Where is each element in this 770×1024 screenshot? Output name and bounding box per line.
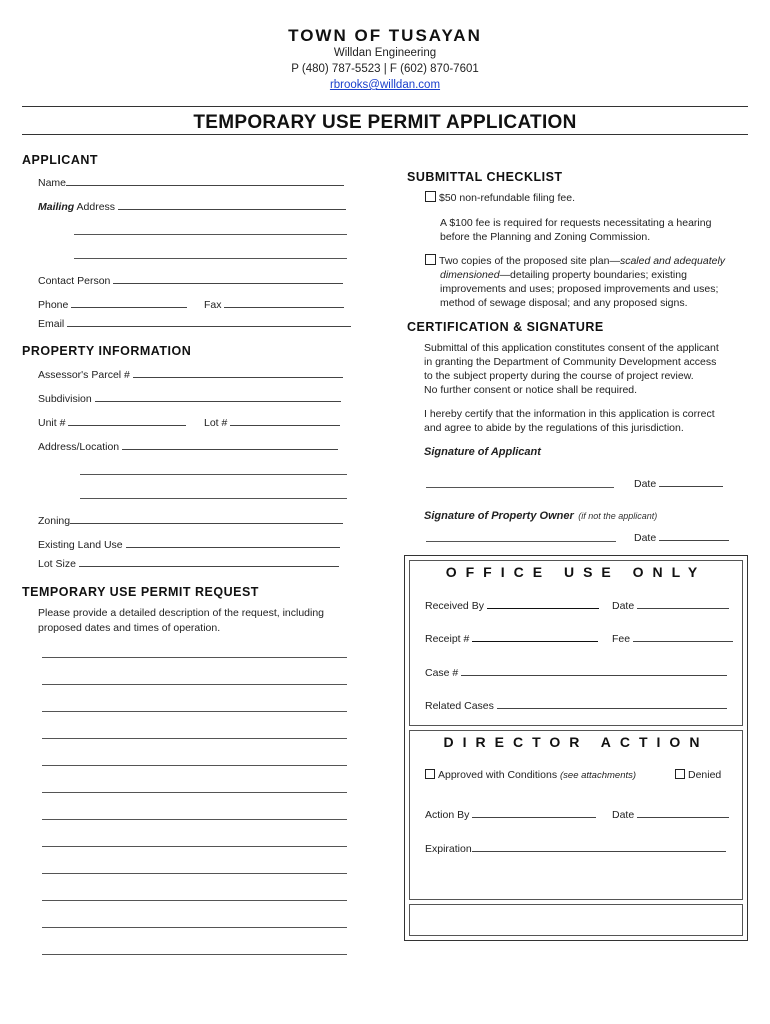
received-date-line[interactable] (637, 598, 729, 609)
request-line-8[interactable] (42, 846, 347, 847)
certify-line-1: I hereby certify that the information in this application is correct (424, 408, 715, 420)
request-line-11[interactable] (42, 927, 347, 928)
signature-applicant-label: Signature of Applicant (424, 446, 541, 458)
mailing-address-line-3[interactable] (74, 258, 347, 259)
firm-name: Willdan Engineering (333, 47, 437, 59)
zoning-line[interactable] (70, 513, 343, 524)
name-label: Name (38, 177, 67, 189)
address-location-label: Address/Location (38, 441, 120, 453)
address-location-line-2[interactable] (80, 474, 347, 475)
see-attachments-note: (see attachments) (560, 770, 637, 781)
fee-label: $50 non-refundable filing fee. (439, 192, 576, 204)
town-name: TOWN OF TUSAYAN (288, 26, 482, 45)
lot-label: Lot # (204, 417, 228, 429)
fee-office-label: Fee (612, 633, 631, 645)
received-by-field[interactable] (425, 598, 599, 612)
certify-line-2: and agree to abide by the regulations of this jurisdiction. (424, 422, 684, 434)
owner-note: (if not the applicant) (578, 511, 658, 521)
checklist-item-site-plan[interactable] (425, 254, 725, 269)
mailing-label: Mailing (38, 201, 75, 213)
parcel-line[interactable] (133, 367, 343, 378)
expiration-line[interactable] (472, 841, 726, 852)
request-line-12[interactable] (42, 954, 347, 955)
unit-line[interactable] (68, 415, 186, 426)
fax-field[interactable] (204, 297, 344, 311)
consent-line-3: to the subject property during the course of project review. (424, 370, 694, 382)
lot-size-line[interactable] (79, 556, 339, 567)
owner-date-line[interactable] (659, 530, 729, 541)
site-plan-text-1b: scaled and adequately (619, 255, 726, 267)
request-line-4[interactable] (42, 738, 347, 739)
site-plan-line-4: method of sewage disposal; and any proposed signs. (440, 297, 688, 309)
certification-heading: CERTIFICATION & SIGNATURE (407, 320, 604, 334)
signature-owner-line[interactable] (426, 541, 616, 542)
request-line-7[interactable] (42, 819, 347, 820)
consent-line-1: Submittal of this application constitutes consent of the applicant (424, 342, 719, 354)
receipt-label: Receipt # (425, 633, 470, 645)
unit-field[interactable] (38, 415, 186, 429)
checklist-heading: SUBMITTAL CHECKLIST (407, 170, 563, 184)
email-field[interactable] (38, 316, 351, 330)
lot-line[interactable] (230, 415, 340, 426)
subdivision-field[interactable] (38, 391, 341, 405)
contact-person-label: Contact Person (38, 275, 111, 287)
existing-land-use-field[interactable] (38, 537, 340, 551)
receipt-line[interactable] (472, 631, 598, 642)
denied-checkbox[interactable] (675, 769, 685, 779)
fax-label: Fax (204, 299, 222, 311)
signature-applicant-line[interactable] (426, 487, 614, 488)
director-action-heading: DIRECTOR ACTION (443, 734, 709, 750)
site-plan-text-1a: Two copies of the proposed site plan— (439, 255, 620, 267)
action-date-label: Date (612, 809, 635, 821)
action-by-line[interactable] (472, 807, 596, 818)
related-cases-label: Related Cases (425, 700, 494, 712)
expiration-label: Expiration (425, 843, 472, 855)
lot-field[interactable] (204, 415, 340, 429)
address-location-line-3[interactable] (80, 498, 347, 499)
subdivision-label: Subdivision (38, 393, 92, 405)
title-rule-bottom (22, 134, 748, 135)
received-by-label: Received By (425, 600, 484, 612)
signature-owner-heading (424, 506, 657, 524)
received-by-line[interactable] (487, 598, 599, 609)
existing-land-use-line[interactable] (126, 537, 340, 548)
fee-line[interactable] (633, 631, 733, 642)
request-line-5[interactable] (42, 765, 347, 766)
signature-owner-label: Signature of Property Owner (424, 510, 574, 522)
applicant-date-line[interactable] (659, 476, 723, 487)
property-heading: PROPERTY INFORMATION (22, 344, 192, 358)
mailing-address-field[interactable] (38, 199, 346, 213)
email-label: Email (38, 318, 65, 330)
action-date-line[interactable] (637, 807, 729, 818)
contact-person-field[interactable] (38, 273, 343, 287)
site-plan-checkbox[interactable] (425, 254, 436, 265)
received-date-field[interactable] (612, 598, 729, 612)
subdivision-line[interactable] (95, 391, 341, 402)
notes-inner (409, 904, 743, 936)
address-label: Address (76, 201, 116, 213)
title-rule-top (22, 106, 748, 107)
action-by-label: Action By (425, 809, 470, 821)
action-by-field[interactable] (425, 807, 596, 821)
phone-label: Phone (38, 299, 69, 311)
phone-line[interactable] (71, 297, 187, 308)
approved-label: Approved with Conditions (438, 769, 558, 781)
approved-checkbox[interactable] (425, 769, 435, 779)
received-date-label: Date (612, 600, 635, 612)
owner-date-field[interactable] (634, 530, 729, 544)
site-plan-text-2b: —detailing property boundaries; existing (499, 269, 687, 281)
applicant-date-label: Date (634, 478, 657, 490)
consent-line-4: No further consent or notice shall be required. (424, 384, 638, 396)
form-title: TEMPORARY USE PERMIT APPLICATION (193, 112, 577, 133)
name-line[interactable] (66, 175, 344, 186)
checklist-item-fee[interactable] (425, 191, 575, 206)
unit-label: Unit # (38, 417, 66, 429)
case-line[interactable] (461, 665, 727, 676)
owner-date-label: Date (634, 532, 657, 544)
request-line-6[interactable] (42, 792, 347, 793)
mailing-address-line-2[interactable] (74, 234, 347, 235)
lot-size-field[interactable] (38, 556, 339, 570)
fax-line[interactable] (224, 297, 344, 308)
request-instructions-1: Please provide a detailed description of the request, including (38, 607, 325, 619)
fee-checkbox[interactable] (425, 191, 436, 202)
name-field[interactable] (38, 175, 344, 189)
consent-line-2: in granting the Department of Community Development access (424, 356, 717, 368)
email-link[interactable] (0, 79, 770, 91)
action-date-field[interactable] (612, 807, 729, 821)
phone-fax-line: P (480) 787-5523 | F (602) 870-7601 (291, 63, 479, 75)
mailing-address-line[interactable] (118, 199, 346, 210)
request-line-1[interactable] (42, 657, 347, 658)
parcel-label: Assessor's Parcel # (38, 369, 130, 381)
hearing-note-2: before the Planning and Zoning Commission. (440, 231, 651, 243)
request-line-9[interactable] (42, 873, 347, 874)
case-field[interactable] (425, 665, 727, 679)
applicant-date-field[interactable] (634, 476, 723, 490)
existing-land-use-label: Existing Land Use (38, 539, 123, 551)
related-cases-line[interactable] (497, 698, 727, 709)
request-heading: TEMPORARY USE PERMIT REQUEST (22, 585, 259, 599)
hearing-note-1: A $100 fee is required for requests necessitating a hearing (440, 217, 712, 229)
zoning-field[interactable] (38, 513, 343, 527)
receipt-field[interactable] (425, 631, 598, 645)
related-cases-field[interactable] (425, 698, 727, 712)
email-link-text[interactable]: rbrooks@willdan.com (329, 79, 441, 91)
case-label: Case # (425, 667, 459, 679)
fee-field[interactable] (612, 631, 733, 645)
office-use-heading: OFFICE USE ONLY (445, 564, 707, 580)
site-plan-line-3: improvements and uses; proposed improvements and uses; (440, 283, 719, 295)
office-use-box (404, 555, 748, 941)
zoning-label: Zoning (38, 515, 71, 527)
site-plan-line-2 (440, 268, 687, 283)
request-line-10[interactable] (42, 900, 347, 901)
address-location-field[interactable] (38, 439, 338, 453)
site-plan-text-2a: dimensioned (440, 269, 500, 281)
denied-option[interactable] (675, 769, 721, 781)
phone-field[interactable] (38, 297, 187, 311)
request-instructions-2: proposed dates and times of operation. (38, 622, 221, 634)
contact-person-line[interactable] (113, 273, 343, 284)
approved-option[interactable] (425, 769, 636, 781)
lot-size-label: Lot Size (38, 558, 76, 570)
request-line-2[interactable] (42, 684, 347, 685)
denied-label: Denied (688, 769, 722, 781)
email-line[interactable] (67, 316, 351, 327)
parcel-field[interactable] (38, 367, 343, 381)
applicant-heading: APPLICANT (22, 153, 99, 167)
address-location-line[interactable] (122, 439, 338, 450)
expiration-field[interactable] (425, 841, 726, 855)
request-line-3[interactable] (42, 711, 347, 712)
